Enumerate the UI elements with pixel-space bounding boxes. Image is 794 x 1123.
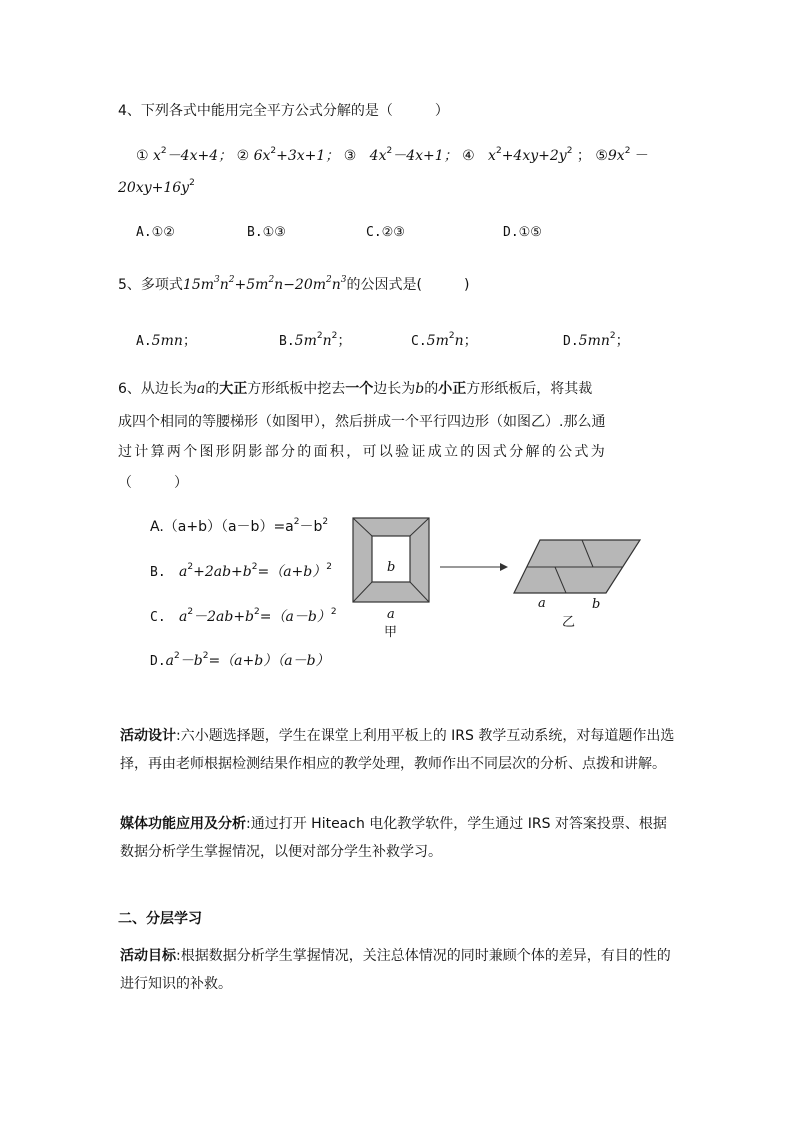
yi-label-a: a xyxy=(538,596,546,611)
q5-option-b[interactable]: $B.5m^2n^2$； xyxy=(279,331,352,349)
q6-option-d[interactable]: $D.a^2-b^2=(a+b)(a-b)$ xyxy=(150,651,330,669)
q5-stem: 5、多项式$15m^3n^2+5m^2n-20m^2n^3$的公因式是( ) xyxy=(118,275,470,293)
section-title: 二、分层学习 xyxy=(118,911,202,927)
q6-figure xyxy=(340,510,660,645)
activity-design-paragraph: 活动设计:六小题选择题，学生在课堂上利用平板上的 IRS 教学互动系统，对每道题作出选择，再由老师根据检测结果作相应的教学处理，教师作出不同层次的分析、点拨和讲解。 xyxy=(120,728,675,772)
q5-option-a[interactable]: A.5mn； xyxy=(136,333,197,349)
q6-stem-line1: 6、从边长为a的大正方形纸板中挖去一个边长为b的小正方形纸板后，将其裁 xyxy=(118,381,593,397)
q4-option-b[interactable]: B.①③ xyxy=(247,225,286,240)
q6-option-c[interactable]: C. $a^2-2ab+b^2=(a-b)^2$ xyxy=(150,607,337,625)
jia-caption: 甲 xyxy=(384,625,398,640)
yi-caption: 乙 xyxy=(562,615,576,630)
q4-items-line2: $20xy+16y^2$ xyxy=(118,178,195,196)
jia-inner-square xyxy=(372,536,410,582)
jia-label-b: b xyxy=(387,560,396,575)
q4-option-c[interactable]: C.②③ xyxy=(366,225,405,240)
q6-option-a[interactable]: $A.(a+b)(a-b)=a^2-b^2$ xyxy=(150,517,329,535)
figure-yi xyxy=(514,540,640,630)
arrow-head-icon xyxy=(500,563,508,571)
q4-option-d[interactable]: D.①⑤ xyxy=(503,225,542,240)
arrow xyxy=(440,563,508,571)
media-paragraph: 媒体功能应用及分析:通过打开 Hiteach 电化教学软件，学生通过 IRS 对答案投票、根据数据分析学生掌握情况，以便对部分学生补救学习。 xyxy=(120,816,667,860)
jia-label-a: a xyxy=(387,607,395,622)
q6-stem-line3: 过计算两个图形阴影部分的面积，可以验证成立的因式分解的公式为 xyxy=(118,444,607,460)
figure-jia xyxy=(353,518,429,640)
q4-option-a[interactable]: A.①② xyxy=(136,225,175,240)
q6-option-b[interactable]: B. $a^2+2ab+b^2=(a+b)^2$ xyxy=(150,562,332,580)
goal-paragraph: 活动目标:根据数据分析学生掌握情况，关注总体情况的同时兼顾个体的差异，有目的性的进行知识的补救。 xyxy=(120,948,671,992)
q6-stem-line2: 成四个相同的等腰梯形（如图甲），然后拼成一个平行四边形（如图乙）.那么通 xyxy=(118,414,606,430)
q4-items-line1: ① $x^2-4x+4$； ② $6x^2+3x+1$； ③ $4x^2-4x+1$； ④ $x^2+4xy+2y^2$ ； $⑤9x^2$ － xyxy=(136,146,649,164)
q5-polynomial: $15m^3n^2+5m^2n-20m^2n^3$ xyxy=(182,275,347,293)
q4-stem: 4、下列各式中能用完全平方公式分解的是（ ） xyxy=(118,103,449,119)
yi-label-b: b xyxy=(592,597,601,612)
q6-stem-line4: （ ） xyxy=(118,475,188,491)
q5-option-d[interactable]: $D.5mn^2$； xyxy=(563,331,630,349)
q5-option-c[interactable]: $C.5m^2n$； xyxy=(411,331,478,349)
